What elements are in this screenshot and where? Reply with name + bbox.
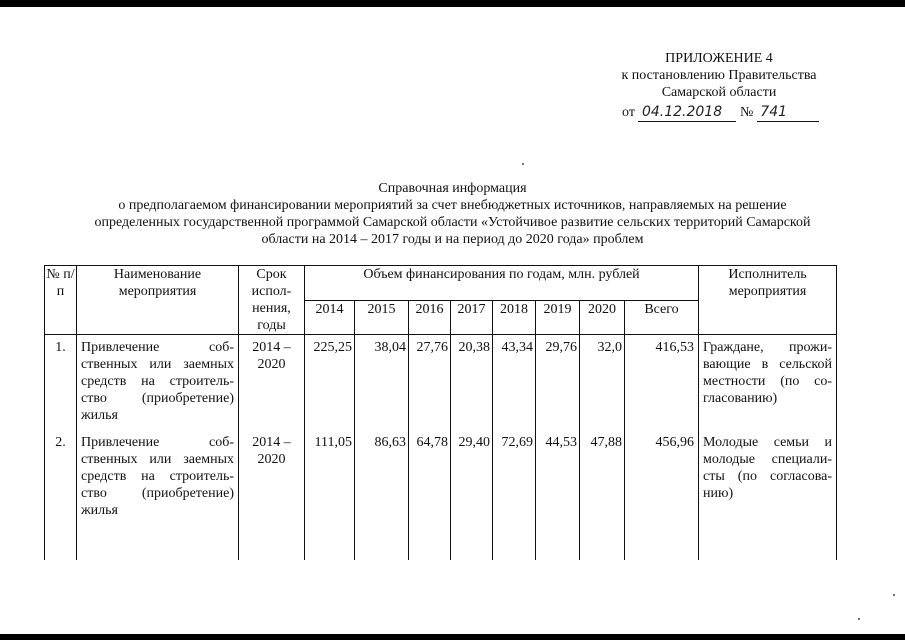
- header-num: № п/п: [45, 266, 77, 335]
- row-value: 72,69: [493, 430, 536, 560]
- row-value: 44,53: [536, 430, 580, 560]
- top-border: [0, 0, 905, 7]
- row-value: 64,78: [409, 430, 451, 560]
- row-term: 2014 – 2020: [239, 335, 305, 430]
- scan-speck: [858, 618, 860, 620]
- header-year: 2017: [451, 301, 493, 335]
- row-total: 456,96: [625, 430, 699, 560]
- heading-line-1: Справочная информация: [378, 181, 527, 196]
- row-name: Привлечение соб-ственных или заемных средств на строитель-ство (приобретение) жилья: [77, 430, 239, 560]
- row-value: 47,88: [580, 430, 625, 560]
- row-value: 20,38: [451, 335, 493, 430]
- header-year: 2020: [580, 301, 625, 335]
- header-year: 2018: [493, 301, 536, 335]
- row-value: 27,76: [409, 335, 451, 430]
- scan-speck: [893, 594, 895, 596]
- row-value: 225,25: [305, 335, 355, 430]
- header-year: 2019: [536, 301, 580, 335]
- row-value: 29,40: [451, 430, 493, 560]
- row-executor: Граждане, прожи-вающие в сельской местности (по со-гласованию): [699, 335, 837, 430]
- row-value: 29,76: [536, 335, 580, 430]
- row-total: 416,53: [625, 335, 699, 430]
- row-value: 86,63: [355, 430, 409, 560]
- scan-speck: [522, 163, 524, 165]
- number-handwritten: 741: [760, 104, 788, 120]
- row-num: 2.: [45, 430, 77, 560]
- header-term: Срок испол-нения, годы: [239, 266, 305, 335]
- header-volume: Объем финансирования по годам, млн. рублей: [305, 266, 699, 301]
- header-executor: Исполнитель мероприятия: [699, 266, 837, 335]
- date-prefix: от: [622, 105, 635, 120]
- heading-line-3: определенных государственной программой Самарской области «Устойчивое развитие сельских территорий Самарской: [94, 215, 811, 230]
- header-year: 2016: [409, 301, 451, 335]
- number-prefix: №: [739, 105, 754, 120]
- row-value: 111,05: [305, 430, 355, 560]
- header-name: Наименование мероприятия: [77, 266, 239, 335]
- financing-table: [44, 265, 837, 560]
- appendix-title: ПРИЛОЖЕНИЕ 4: [665, 51, 773, 66]
- row-num: 1.: [45, 335, 77, 430]
- row-term: 2014 – 2020: [239, 430, 305, 560]
- heading-line-2: о предполагаемом финансировании мероприятий за счет внебюджетных источников, направляемых на решение: [118, 198, 787, 213]
- row-value: 43,34: [493, 335, 536, 430]
- appendix-line-1: к постановлению Правительства: [621, 68, 817, 83]
- row-value: 32,0: [580, 335, 625, 430]
- header-year: 2015: [355, 301, 409, 335]
- document-heading: [40, 180, 865, 248]
- header-year: 2014: [305, 301, 355, 335]
- row-executor: Молодые семьи и молодые специали-сты (по согласова-нию): [699, 430, 837, 560]
- appendix-line-2: Самарской области: [661, 85, 777, 100]
- appendix-block: [604, 50, 834, 101]
- row-name: Привлечение соб-ственных или заемных средств на строитель-ство (приобретение) жилья: [77, 335, 239, 430]
- header-total: Всего: [625, 301, 699, 335]
- signature-line: [622, 104, 819, 122]
- row-value: 38,04: [355, 335, 409, 430]
- bottom-border: [0, 634, 905, 640]
- date-handwritten: 04.12.2018: [641, 104, 723, 120]
- heading-line-4: области на 2014 – 2017 годы и на период до 2020 года» проблем: [261, 232, 644, 247]
- table-row: [45, 430, 837, 560]
- table-row: [45, 335, 837, 430]
